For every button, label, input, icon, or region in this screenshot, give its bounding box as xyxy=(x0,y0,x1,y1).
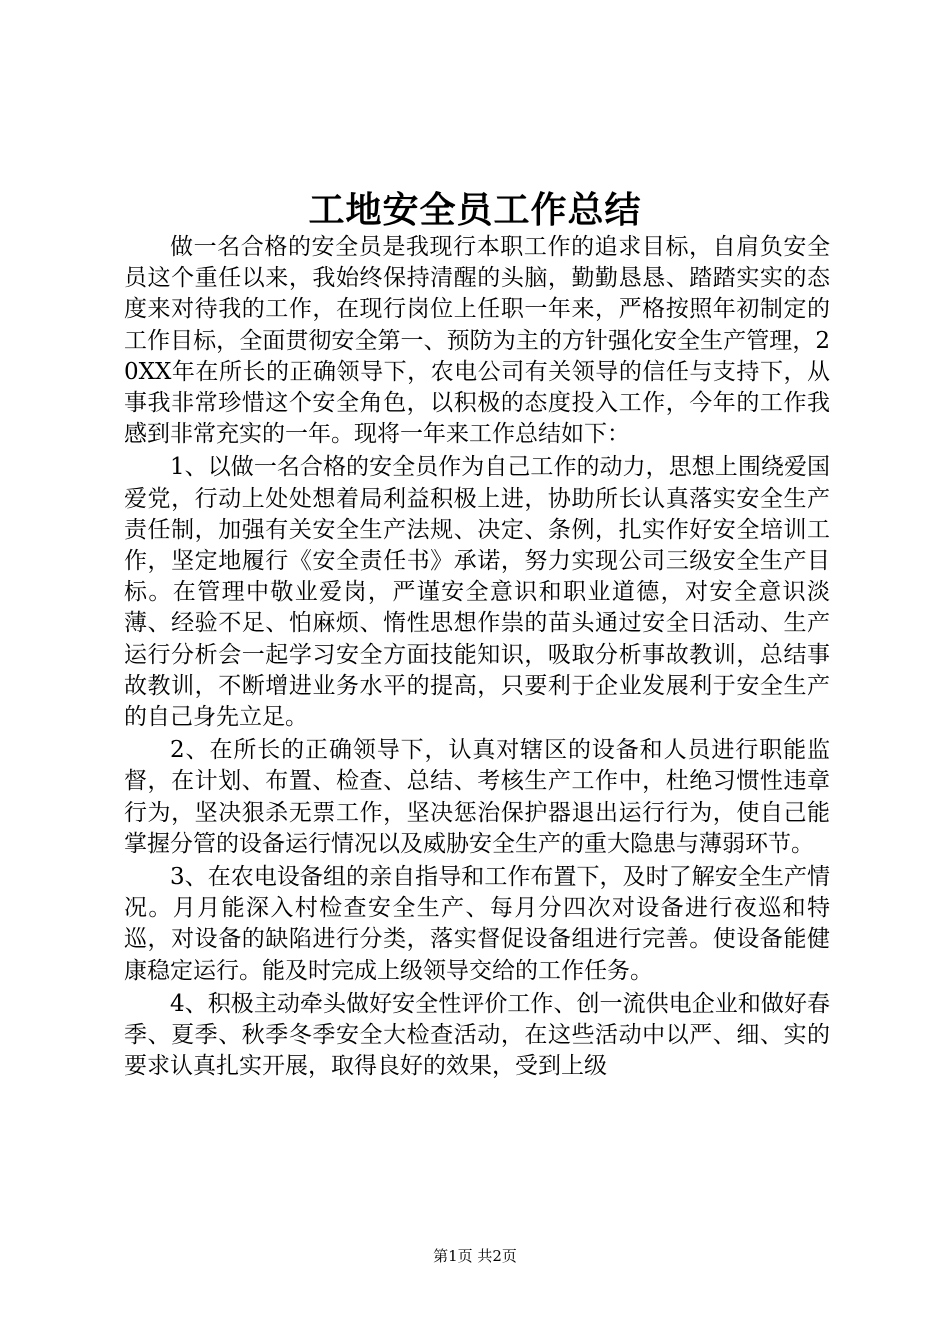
paragraph-item-3: 3、在农电设备组的亲自指导和工作布置下，及时了解安全生产情况。月月能深入村检查安全生产、每月分四次对设备进行夜巡和特巡，对设备的缺陷进行分类，落实督促设备组进行完善。使设备能健康稳定运行。能及时完成上级领导交给的工作任务。 xyxy=(124,864,830,984)
paragraph-item-4: 4、积极主动牵头做好安全性评价工作、创一流供电企业和做好春季、夏季、秋季冬季安全大检查活动，在这些活动中以严、细、实的要求认真扎实开展，取得良好的效果，受到上级 xyxy=(124,990,830,1080)
paragraph-intro: 做一名合格的安全员是我现行本职工作的追求目标，自肩负安全员这个重任以来，我始终保持清醒的头脑，勤勤恳恳、踏踏实实的态度来对待我的工作，在现行岗位上任职一年来，严格按照年初制定的工作目标，全面贯彻安全第一、预防为主的方针强化安全生产管理，20XX年在所长的正确领导下，农电公司有关领导的信任与支持下，从事我非常珍惜这个安全角色，以积极的态度投入工作，今年的工作我感到非常充实的一年。现将一年来工作总结如下： xyxy=(124,234,830,448)
document-body xyxy=(124,232,830,1082)
paragraph-item-1: 1、以做一名合格的安全员作为自己工作的动力，思想上围绕爱国爱党，行动上处处想着局利益积极上进，协助所长认真落实安全生产责任制，加强有关安全生产法规、决定、条例，扎实作好安全培训工作，坚定地履行《安全责任书》承诺，努力实现公司三级安全生产目标。在管理中敬业爱岗，严谨安全意识和职业道德，对安全意识淡薄、经验不足、怕麻烦、惰性思想作祟的苗头通过安全日活动、生产运行分析会一起学习安全方面技能知识，吸取分析事故教训，总结事故教训，不断增进业务水平的提高，只要利于企业发展利于安全生产的自己身先立足。 xyxy=(124,454,830,731)
page-footer: 第1页 共2页 xyxy=(433,1247,517,1265)
document-title: 工地安全员工作总结 xyxy=(308,189,642,231)
paragraph-item-2: 2、在所长的正确领导下，认真对辖区的设备和人员进行职能监督，在计划、布置、检查、总结、考核生产工作中，杜绝习惯性违章行为，坚决狠杀无票工作，坚决惩治保护器退出运行行为，使自己能掌握分管的设备运行情况以及威胁安全生产的重大隐患与薄弱环节。 xyxy=(124,737,830,857)
